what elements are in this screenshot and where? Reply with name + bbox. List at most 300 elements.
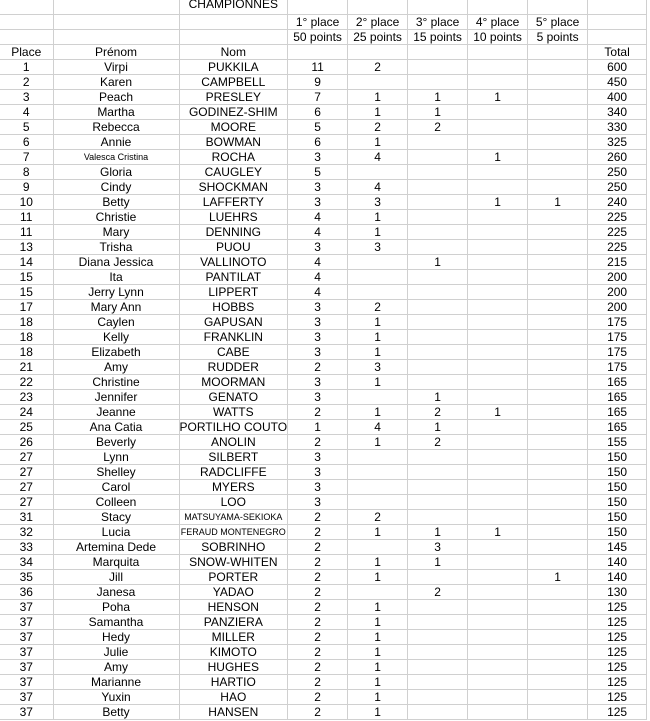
- cell-nom[interactable]: PORTILHO COUTO: [179, 420, 288, 434]
- cell-4th[interactable]: [468, 300, 528, 315]
- cell-nom[interactable]: MATSUYAMA-SEKIOKA: [179, 510, 288, 525]
- cell-5th[interactable]: 1: [528, 570, 588, 585]
- cell-total[interactable]: 125: [588, 675, 647, 690]
- cell-4th[interactable]: [468, 465, 528, 480]
- cell-1st[interactable]: 2: [288, 555, 348, 570]
- cell-2nd[interactable]: [348, 270, 408, 285]
- cell-2nd[interactable]: 1: [348, 375, 408, 390]
- cell-nom[interactable]: LOO: [179, 495, 288, 510]
- cell-prenom[interactable]: Elizabeth: [53, 345, 179, 360]
- cell[interactable]: [528, 0, 588, 15]
- cell-total[interactable]: 175: [588, 345, 647, 360]
- cell-1st[interactable]: 3: [288, 495, 348, 510]
- cell-2nd[interactable]: 1: [348, 705, 408, 720]
- cell-5th[interactable]: [528, 525, 588, 540]
- cell-prenom[interactable]: Christine: [53, 375, 179, 390]
- cell-3rd[interactable]: [408, 180, 468, 195]
- cell-place[interactable]: 15: [0, 285, 53, 300]
- cell-1st[interactable]: 2: [288, 510, 348, 525]
- cell-total[interactable]: 125: [588, 660, 647, 675]
- cell-nom[interactable]: GENATO: [179, 390, 288, 405]
- cell-place[interactable]: 2: [0, 75, 53, 90]
- cell-nom[interactable]: HENSON: [179, 600, 288, 615]
- cell-nom[interactable]: HARTIO: [179, 675, 288, 690]
- cell-5th[interactable]: [528, 465, 588, 480]
- cell-4th[interactable]: [468, 480, 528, 495]
- cell-5th[interactable]: [528, 180, 588, 195]
- cell-nom[interactable]: CAMPBELL: [179, 75, 288, 90]
- cell-nom[interactable]: SNOW-WHITEN: [179, 555, 288, 570]
- cell-2nd[interactable]: [348, 540, 408, 555]
- header-total[interactable]: Total: [588, 45, 647, 60]
- cell-place[interactable]: 22: [0, 375, 53, 390]
- cell-1st[interactable]: 2: [288, 645, 348, 660]
- cell-2nd[interactable]: 1: [348, 105, 408, 120]
- cell-2nd[interactable]: 2: [348, 300, 408, 315]
- cell-3rd[interactable]: [408, 60, 468, 75]
- cell-nom[interactable]: KIMOTO: [179, 645, 288, 660]
- cell-total[interactable]: 150: [588, 495, 647, 510]
- cell-total[interactable]: 200: [588, 300, 647, 315]
- cell-2nd[interactable]: 1: [348, 405, 408, 420]
- cell-1st[interactable]: 4: [288, 285, 348, 300]
- cell-total[interactable]: 165: [588, 405, 647, 420]
- header-3rd-place[interactable]: 3° place: [408, 15, 468, 30]
- cell-place[interactable]: 33: [0, 540, 53, 555]
- cell-total[interactable]: 200: [588, 270, 647, 285]
- cell[interactable]: [348, 45, 408, 60]
- cell[interactable]: [53, 0, 179, 15]
- cell-nom[interactable]: MYERS: [179, 480, 288, 495]
- cell-1st[interactable]: 2: [288, 615, 348, 630]
- cell[interactable]: [408, 45, 468, 60]
- cell-total[interactable]: 225: [588, 240, 647, 255]
- cell-place[interactable]: 14: [0, 255, 53, 270]
- cell[interactable]: [288, 45, 348, 60]
- cell-2nd[interactable]: 1: [348, 330, 408, 345]
- cell-place[interactable]: 37: [0, 705, 53, 720]
- cell-4th[interactable]: [468, 330, 528, 345]
- cell-1st[interactable]: 1: [288, 420, 348, 435]
- cell-1st[interactable]: 4: [288, 270, 348, 285]
- cell-prenom[interactable]: Julie: [53, 645, 179, 660]
- cell-3rd[interactable]: [408, 570, 468, 585]
- cell-2nd[interactable]: 1: [348, 315, 408, 330]
- cell-3rd[interactable]: [408, 690, 468, 705]
- cell-nom[interactable]: MILLER: [179, 630, 288, 645]
- cell-1st[interactable]: 4: [288, 225, 348, 240]
- cell-1st[interactable]: 2: [288, 435, 348, 450]
- cell-3rd[interactable]: 1: [408, 105, 468, 120]
- cell-4th[interactable]: [468, 60, 528, 75]
- cell-5th[interactable]: [528, 615, 588, 630]
- cell-total[interactable]: 250: [588, 180, 647, 195]
- cell-5th[interactable]: [528, 255, 588, 270]
- cell-1st[interactable]: 3: [288, 450, 348, 465]
- cell-prenom[interactable]: Amy: [53, 660, 179, 675]
- cell-place[interactable]: 17: [0, 300, 53, 315]
- cell-place[interactable]: 37: [0, 645, 53, 660]
- cell-1st[interactable]: 3: [288, 180, 348, 195]
- cell-2nd[interactable]: 2: [348, 120, 408, 135]
- cell-prenom[interactable]: Carol: [53, 480, 179, 495]
- cell-prenom[interactable]: Samantha: [53, 615, 179, 630]
- cell-4th[interactable]: [468, 570, 528, 585]
- cell-5th[interactable]: [528, 450, 588, 465]
- cell-total[interactable]: 250: [588, 165, 647, 180]
- cell-3rd[interactable]: [408, 300, 468, 315]
- cell-2nd[interactable]: 1: [348, 660, 408, 675]
- cell-1st[interactable]: 2: [288, 630, 348, 645]
- cell-prenom[interactable]: Artemina Dede: [53, 540, 179, 555]
- cell-2nd[interactable]: 3: [348, 195, 408, 210]
- cell-place[interactable]: 3: [0, 90, 53, 105]
- cell-nom[interactable]: CAUGLEY: [179, 165, 288, 180]
- cell-prenom[interactable]: Ana Catia: [53, 420, 179, 435]
- cell-5th[interactable]: [528, 405, 588, 420]
- cell-prenom[interactable]: Jennifer: [53, 390, 179, 405]
- cell-prenom[interactable]: Jill: [53, 570, 179, 585]
- cell-place[interactable]: 27: [0, 495, 53, 510]
- cell-4th[interactable]: [468, 450, 528, 465]
- cell-nom[interactable]: BOWMAN: [179, 135, 288, 150]
- cell-1st[interactable]: 2: [288, 540, 348, 555]
- cell-4th[interactable]: [468, 270, 528, 285]
- cell-nom[interactable]: SOBRINHO: [179, 540, 288, 555]
- cell-3rd[interactable]: [408, 150, 468, 165]
- cell-1st[interactable]: 3: [288, 465, 348, 480]
- cell-3rd[interactable]: 1: [408, 555, 468, 570]
- cell-2nd[interactable]: 1: [348, 630, 408, 645]
- cell-total[interactable]: 145: [588, 540, 647, 555]
- cell-place[interactable]: 31: [0, 510, 53, 525]
- cell-1st[interactable]: 2: [288, 705, 348, 720]
- cell-1st[interactable]: 2: [288, 690, 348, 705]
- cell-4th[interactable]: [468, 630, 528, 645]
- cell-3rd[interactable]: [408, 480, 468, 495]
- cell-total[interactable]: 130: [588, 585, 647, 600]
- cell-5th[interactable]: [528, 60, 588, 75]
- cell-3rd[interactable]: [408, 450, 468, 465]
- cell-5th[interactable]: [528, 630, 588, 645]
- cell-5th[interactable]: [528, 705, 588, 720]
- cell[interactable]: [348, 0, 408, 15]
- cell-place[interactable]: 18: [0, 345, 53, 360]
- cell-3rd[interactable]: [408, 75, 468, 90]
- cell-4th[interactable]: [468, 675, 528, 690]
- cell-5th[interactable]: [528, 285, 588, 300]
- cell-total[interactable]: 125: [588, 600, 647, 615]
- cell-1st[interactable]: 2: [288, 585, 348, 600]
- cell-nom[interactable]: SILBERT: [179, 450, 288, 465]
- cell-prenom[interactable]: Mary: [53, 225, 179, 240]
- cell-5th[interactable]: [528, 330, 588, 345]
- cell-2nd[interactable]: [348, 285, 408, 300]
- cell-2nd[interactable]: [348, 450, 408, 465]
- cell-prenom[interactable]: Rebecca: [53, 120, 179, 135]
- cell-prenom[interactable]: Annie: [53, 135, 179, 150]
- header-5th-points[interactable]: 5 points: [528, 30, 588, 45]
- cell-4th[interactable]: [468, 120, 528, 135]
- cell-5th[interactable]: [528, 390, 588, 405]
- cell-2nd[interactable]: 1: [348, 210, 408, 225]
- cell-total[interactable]: 150: [588, 480, 647, 495]
- cell-place[interactable]: 35: [0, 570, 53, 585]
- cell-prenom[interactable]: Beverly: [53, 435, 179, 450]
- cell-nom[interactable]: ANOLIN: [179, 435, 288, 450]
- cell[interactable]: [53, 15, 179, 30]
- cell-1st[interactable]: 6: [288, 135, 348, 150]
- cell-1st[interactable]: 3: [288, 150, 348, 165]
- cell-nom[interactable]: ROCHA: [179, 150, 288, 165]
- cell-total[interactable]: 175: [588, 360, 647, 375]
- cell-place[interactable]: 18: [0, 330, 53, 345]
- cell[interactable]: [53, 30, 179, 45]
- cell-prenom[interactable]: Ita: [53, 270, 179, 285]
- cell-place[interactable]: 24: [0, 405, 53, 420]
- cell-prenom[interactable]: Hedy: [53, 630, 179, 645]
- cell[interactable]: [0, 0, 53, 15]
- cell-place[interactable]: 25: [0, 420, 53, 435]
- cell[interactable]: [179, 15, 288, 30]
- cell-3rd[interactable]: 2: [408, 585, 468, 600]
- cell-prenom[interactable]: Diana Jessica: [53, 255, 179, 270]
- cell-4th[interactable]: [468, 540, 528, 555]
- cell-4th[interactable]: [468, 210, 528, 225]
- cell-1st[interactable]: 3: [288, 195, 348, 210]
- cell-place[interactable]: 37: [0, 630, 53, 645]
- cell-3rd[interactable]: [408, 225, 468, 240]
- cell-nom[interactable]: MOORMAN: [179, 375, 288, 390]
- cell-4th[interactable]: [468, 390, 528, 405]
- cell-3rd[interactable]: 1: [408, 390, 468, 405]
- cell-place[interactable]: 8: [0, 165, 53, 180]
- cell-5th[interactable]: [528, 240, 588, 255]
- cell[interactable]: [288, 0, 348, 15]
- header-4th-points[interactable]: 10 points: [468, 30, 528, 45]
- cell-place[interactable]: 27: [0, 450, 53, 465]
- cell-3rd[interactable]: 2: [408, 120, 468, 135]
- cell-2nd[interactable]: 1: [348, 675, 408, 690]
- cell-4th[interactable]: [468, 240, 528, 255]
- header-4th-place[interactable]: 4° place: [468, 15, 528, 30]
- cell-4th[interactable]: 1: [468, 90, 528, 105]
- cell-3rd[interactable]: [408, 210, 468, 225]
- cell-1st[interactable]: 3: [288, 315, 348, 330]
- cell-1st[interactable]: 3: [288, 390, 348, 405]
- cell-place[interactable]: 37: [0, 600, 53, 615]
- cell-5th[interactable]: [528, 660, 588, 675]
- cell-place[interactable]: 18: [0, 315, 53, 330]
- cell-5th[interactable]: [528, 105, 588, 120]
- cell-place[interactable]: 5: [0, 120, 53, 135]
- cell-total[interactable]: 125: [588, 705, 647, 720]
- cell-nom[interactable]: DENNING: [179, 225, 288, 240]
- cell-nom[interactable]: FERAUD MONTENEGRO: [179, 525, 288, 540]
- cell-1st[interactable]: 3: [288, 240, 348, 255]
- cell-2nd[interactable]: [348, 390, 408, 405]
- cell-2nd[interactable]: 2: [348, 60, 408, 75]
- cell-place[interactable]: 6: [0, 135, 53, 150]
- cell-nom[interactable]: YADAO: [179, 585, 288, 600]
- cell-3rd[interactable]: [408, 315, 468, 330]
- cell-4th[interactable]: [468, 180, 528, 195]
- cell-4th[interactable]: [468, 555, 528, 570]
- cell-4th[interactable]: [468, 165, 528, 180]
- header-3rd-points[interactable]: 15 points: [408, 30, 468, 45]
- cell-total[interactable]: 150: [588, 510, 647, 525]
- header-2nd-points[interactable]: 25 points: [348, 30, 408, 45]
- cell-nom[interactable]: LAFFERTY: [179, 195, 288, 210]
- cell-total[interactable]: 150: [588, 465, 647, 480]
- cell-3rd[interactable]: 1: [408, 255, 468, 270]
- cell-5th[interactable]: [528, 165, 588, 180]
- cell-prenom[interactable]: Marquita: [53, 555, 179, 570]
- cell-prenom[interactable]: Poha: [53, 600, 179, 615]
- cell-total[interactable]: 125: [588, 690, 647, 705]
- cell-prenom[interactable]: Stacy: [53, 510, 179, 525]
- cell-5th[interactable]: [528, 675, 588, 690]
- cell-nom[interactable]: HANSEN: [179, 705, 288, 720]
- cell-4th[interactable]: [468, 375, 528, 390]
- cell-2nd[interactable]: [348, 75, 408, 90]
- cell-4th[interactable]: [468, 585, 528, 600]
- cell-4th[interactable]: [468, 645, 528, 660]
- cell-nom[interactable]: HUGHES: [179, 660, 288, 675]
- cell-2nd[interactable]: [348, 165, 408, 180]
- cell-4th[interactable]: [468, 345, 528, 360]
- cell-nom[interactable]: PUKKILA: [179, 60, 288, 75]
- cell-4th[interactable]: [468, 420, 528, 435]
- cell-5th[interactable]: [528, 555, 588, 570]
- header-nom[interactable]: Nom: [179, 45, 288, 60]
- cell-place[interactable]: 37: [0, 615, 53, 630]
- cell-2nd[interactable]: 4: [348, 420, 408, 435]
- cell-place[interactable]: 1: [0, 60, 53, 75]
- cell-total[interactable]: 325: [588, 135, 647, 150]
- cell[interactable]: [588, 0, 647, 15]
- cell-3rd[interactable]: [408, 360, 468, 375]
- cell-5th[interactable]: [528, 585, 588, 600]
- cell-3rd[interactable]: [408, 135, 468, 150]
- cell-total[interactable]: 600: [588, 60, 647, 75]
- cell-place[interactable]: 10: [0, 195, 53, 210]
- cell-total[interactable]: 260: [588, 150, 647, 165]
- cell-prenom[interactable]: Gloria: [53, 165, 179, 180]
- cell-place[interactable]: 37: [0, 690, 53, 705]
- cell-total[interactable]: 225: [588, 225, 647, 240]
- cell-1st[interactable]: 3: [288, 375, 348, 390]
- cell-2nd[interactable]: 3: [348, 240, 408, 255]
- cell-5th[interactable]: [528, 375, 588, 390]
- cell-1st[interactable]: 4: [288, 255, 348, 270]
- cell-prenom[interactable]: Betty: [53, 705, 179, 720]
- cell-nom[interactable]: WATTS: [179, 405, 288, 420]
- cell-place[interactable]: 36: [0, 585, 53, 600]
- cell-3rd[interactable]: 1: [408, 525, 468, 540]
- cell-prenom[interactable]: Jeanne: [53, 405, 179, 420]
- cell-prenom[interactable]: Shelley: [53, 465, 179, 480]
- cell-3rd[interactable]: [408, 165, 468, 180]
- cell-3rd[interactable]: [408, 645, 468, 660]
- cell-place[interactable]: 11: [0, 225, 53, 240]
- cell-total[interactable]: 165: [588, 420, 647, 435]
- cell-place[interactable]: 32: [0, 525, 53, 540]
- cell-total[interactable]: 165: [588, 390, 647, 405]
- cell-4th[interactable]: [468, 75, 528, 90]
- cell-5th[interactable]: [528, 135, 588, 150]
- cell-total[interactable]: 175: [588, 330, 647, 345]
- cell-1st[interactable]: 3: [288, 345, 348, 360]
- cell-2nd[interactable]: 1: [348, 525, 408, 540]
- cell-prenom[interactable]: Lynn: [53, 450, 179, 465]
- cell-nom[interactable]: LIPPERT: [179, 285, 288, 300]
- cell-4th[interactable]: [468, 315, 528, 330]
- cell-3rd[interactable]: [408, 240, 468, 255]
- cell-1st[interactable]: 3: [288, 330, 348, 345]
- cell-4th[interactable]: [468, 225, 528, 240]
- cell-total[interactable]: 240: [588, 195, 647, 210]
- cell-place[interactable]: 9: [0, 180, 53, 195]
- cell-nom[interactable]: RUDDER: [179, 360, 288, 375]
- cell-5th[interactable]: [528, 300, 588, 315]
- cell-3rd[interactable]: [408, 270, 468, 285]
- cell-5th[interactable]: [528, 270, 588, 285]
- cell-total[interactable]: 215: [588, 255, 647, 270]
- cell-prenom[interactable]: Lucia: [53, 525, 179, 540]
- cell-prenom[interactable]: Valesca Cristina: [53, 150, 179, 165]
- cell-total[interactable]: 140: [588, 570, 647, 585]
- cell-total[interactable]: 150: [588, 525, 647, 540]
- cell-nom[interactable]: MOORE: [179, 120, 288, 135]
- cell-nom[interactable]: HAO: [179, 690, 288, 705]
- cell-3rd[interactable]: 2: [408, 405, 468, 420]
- cell-1st[interactable]: 6: [288, 105, 348, 120]
- cell-1st[interactable]: 9: [288, 75, 348, 90]
- cell-nom[interactable]: PANTILAT: [179, 270, 288, 285]
- cell-total[interactable]: 125: [588, 615, 647, 630]
- cell-nom[interactable]: PRESLEY: [179, 90, 288, 105]
- cell-3rd[interactable]: [408, 510, 468, 525]
- cell-1st[interactable]: 2: [288, 660, 348, 675]
- cell-3rd[interactable]: 2: [408, 435, 468, 450]
- cell-nom[interactable]: PORTER: [179, 570, 288, 585]
- cell-5th[interactable]: [528, 90, 588, 105]
- cell-4th[interactable]: [468, 600, 528, 615]
- cell-prenom[interactable]: Amy: [53, 360, 179, 375]
- cell-4th[interactable]: [468, 435, 528, 450]
- cell-nom[interactable]: SHOCKMAN: [179, 180, 288, 195]
- cell-prenom[interactable]: Caylen: [53, 315, 179, 330]
- cell-2nd[interactable]: [348, 585, 408, 600]
- cell[interactable]: [0, 30, 53, 45]
- cell-5th[interactable]: [528, 225, 588, 240]
- cell-2nd[interactable]: 1: [348, 90, 408, 105]
- cell-prenom[interactable]: Mary Ann: [53, 300, 179, 315]
- cell-prenom[interactable]: Marianne: [53, 675, 179, 690]
- cell-5th[interactable]: [528, 150, 588, 165]
- cell-2nd[interactable]: 1: [348, 225, 408, 240]
- cell-prenom[interactable]: Cindy: [53, 180, 179, 195]
- cell-1st[interactable]: 2: [288, 360, 348, 375]
- cell-1st[interactable]: 3: [288, 300, 348, 315]
- cell-2nd[interactable]: 1: [348, 615, 408, 630]
- cell-nom[interactable]: LUEHRS: [179, 210, 288, 225]
- cell-total[interactable]: 340: [588, 105, 647, 120]
- cell-4th[interactable]: [468, 510, 528, 525]
- cell-nom[interactable]: RADCLIFFE: [179, 465, 288, 480]
- sheet-title[interactable]: CHAMPIONNES: [179, 0, 288, 12]
